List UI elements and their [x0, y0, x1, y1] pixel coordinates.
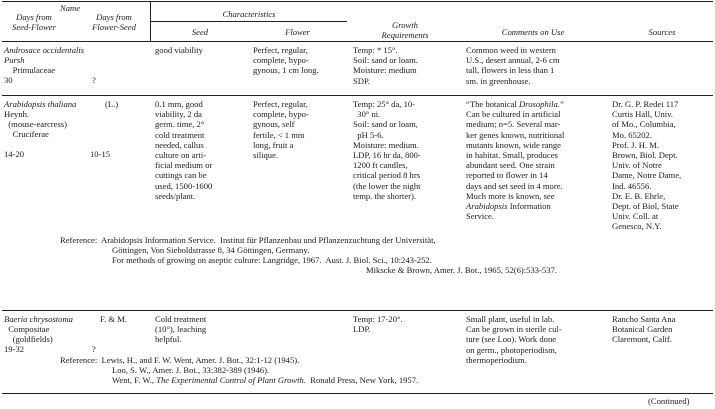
row2-days-sf: 14-20 [4, 149, 25, 159]
row2-reference-line: Göttingen, Von Sieboldstrasse 8, 34 Göttingen, Germany. [112, 245, 310, 255]
row3-days-fs: ? [92, 344, 96, 354]
header-bottom-rule [2, 41, 713, 42]
row2-growth: Temp: 25° da, 10- 30° ni. Soil: sand or loam, pH 5-6. Moisture: medium. LDP, 16 hr da, 800- 1200 ft candles, critical period 8 hrs (the lower the night temp. the shorter). [353, 99, 421, 201]
row-divider [2, 310, 713, 311]
row3-days-sf: 19-32 [4, 344, 25, 354]
row1-family: Primulaceae [4, 65, 56, 75]
continued-label: (Continued) [648, 396, 690, 406]
row1-flower: Perfect, regular, complete, hypo- gynous, 1 cm long. [253, 45, 319, 76]
characteristics-underline [151, 21, 347, 22]
row1-seed: good viability [155, 45, 203, 55]
row2-author: (L.) Heynh. [4, 99, 119, 120]
row3-seed: Cold treatment (10°), leaching helpful. [155, 314, 207, 345]
row1-days-sf: 30 [4, 75, 13, 85]
header-comments: Comments on Use [501, 27, 565, 37]
row3-name: Baeria chrysostoma [4, 314, 73, 324]
table-top-rule [2, 1, 713, 2]
header-flower: Flower [285, 27, 310, 37]
row3-comments: Small plant, useful in lab. Can be grown in sterile cul- ture (see Loo). Work done on germ., photoperiodism, thermoperiodism. [466, 314, 562, 365]
row3-common: (goldfields) [4, 334, 53, 344]
header-seed: Seed [191, 27, 209, 37]
header-growth: Growth Requirements [381, 20, 429, 41]
row-divider [2, 95, 713, 96]
row3-reference-line: Reference: Lewis, H., and F. W. Went, Amer. J. Bot., 32:1-12 (1945). [60, 355, 300, 365]
row3-sources: Rancho Santa Ana Botanical Garden Claremont, Calif. [612, 314, 676, 345]
header-characteristics: Characteristics [222, 9, 276, 19]
row2-flower: Perfect, regular, complete, hypo- gynous, self fertile, < 1 mm long, fruit a silique. [253, 99, 309, 161]
row2-family: Cruciferae [4, 129, 49, 139]
row2-reference-line: Reference: Arabidopsis Information Service. Institut für Pflanzenbau und Pflanzenzuchtung der Universität, [60, 235, 436, 245]
row2-days-fs: 10-15 [90, 149, 111, 159]
row3-family: Compositae [4, 324, 50, 334]
row2-common: (mouse-earcress) [4, 119, 67, 129]
row2-comments: “The botanical Drosophila.” Can be cultured in artificial medium; n=5. Several mar- ker genes known, nutritional mutants known, wide range in habitat. Small, produces abundant seed. One strain reported to flower in 14 days and set seed in 4 more. Much more is known, see Arabidopsis Information Service. [466, 99, 565, 222]
row2-seed: 0.1 mm, good viability, 2 da germ. time, 2° cold treatment needed, callus culture on arti- ficial medium or cuttings can be used, 1500-1600 seeds/plant. [155, 99, 213, 201]
row1-comments: Common weed in western U.S., desert annual, 2-6 cm tall, flowers in less than 1 sm. in greenhouse. [466, 45, 560, 86]
row3-reference-line: Loo, S. W., Amer. J. Bot., 33:382-389 (1946). [112, 365, 270, 375]
row1-days-fs: ? [92, 75, 96, 85]
header-days-seed-flower: Days from Seed-Flower [12, 12, 56, 33]
row2-name: Arabidopsis thaliana [4, 99, 77, 109]
row1-growth: Temp: * 15°. Soil: sand or loam. Moisture: medium SDP. [353, 45, 418, 86]
row3-author: F. & M. [100, 314, 128, 324]
header-days-flower-seed: Days from Flower-Seed [92, 12, 136, 33]
table-bottom-rule [2, 393, 713, 394]
header-sources: Sources [648, 27, 676, 37]
row3-reference-line: Went, F. W., The Experimental Control of Plant Growth. Ronald Press, New York, 1957. [112, 375, 419, 385]
row2-reference-line: For methods of growing on aseptic culture: Langridge, 1967. Aust. J. Biol. Sci., 10:243-252. [112, 255, 432, 265]
row2-reference-line: Mikscke & Brown, Amer. J. Bot., 1965, 52(6):533-537. [366, 265, 557, 275]
row2-sources: Dr. G. P. Redei 117 Curtis Hall, Univ. of Mo., Columbia, Mo. 65202. Prof. J. H. M. Brown, Biol. Dept. Univ. of Notre Dame, Notre Dame, Ind. 46556. Dr. E. B. Ehrle, Dept. of Biol, State Univ. Coll. at Genesco, N.Y. [612, 99, 682, 232]
header-name: Name [60, 3, 81, 13]
row1-name: Androsace occidentalis Pursh [4, 45, 85, 66]
row3-growth: Temp: 17-20°. LDP. [353, 314, 403, 335]
